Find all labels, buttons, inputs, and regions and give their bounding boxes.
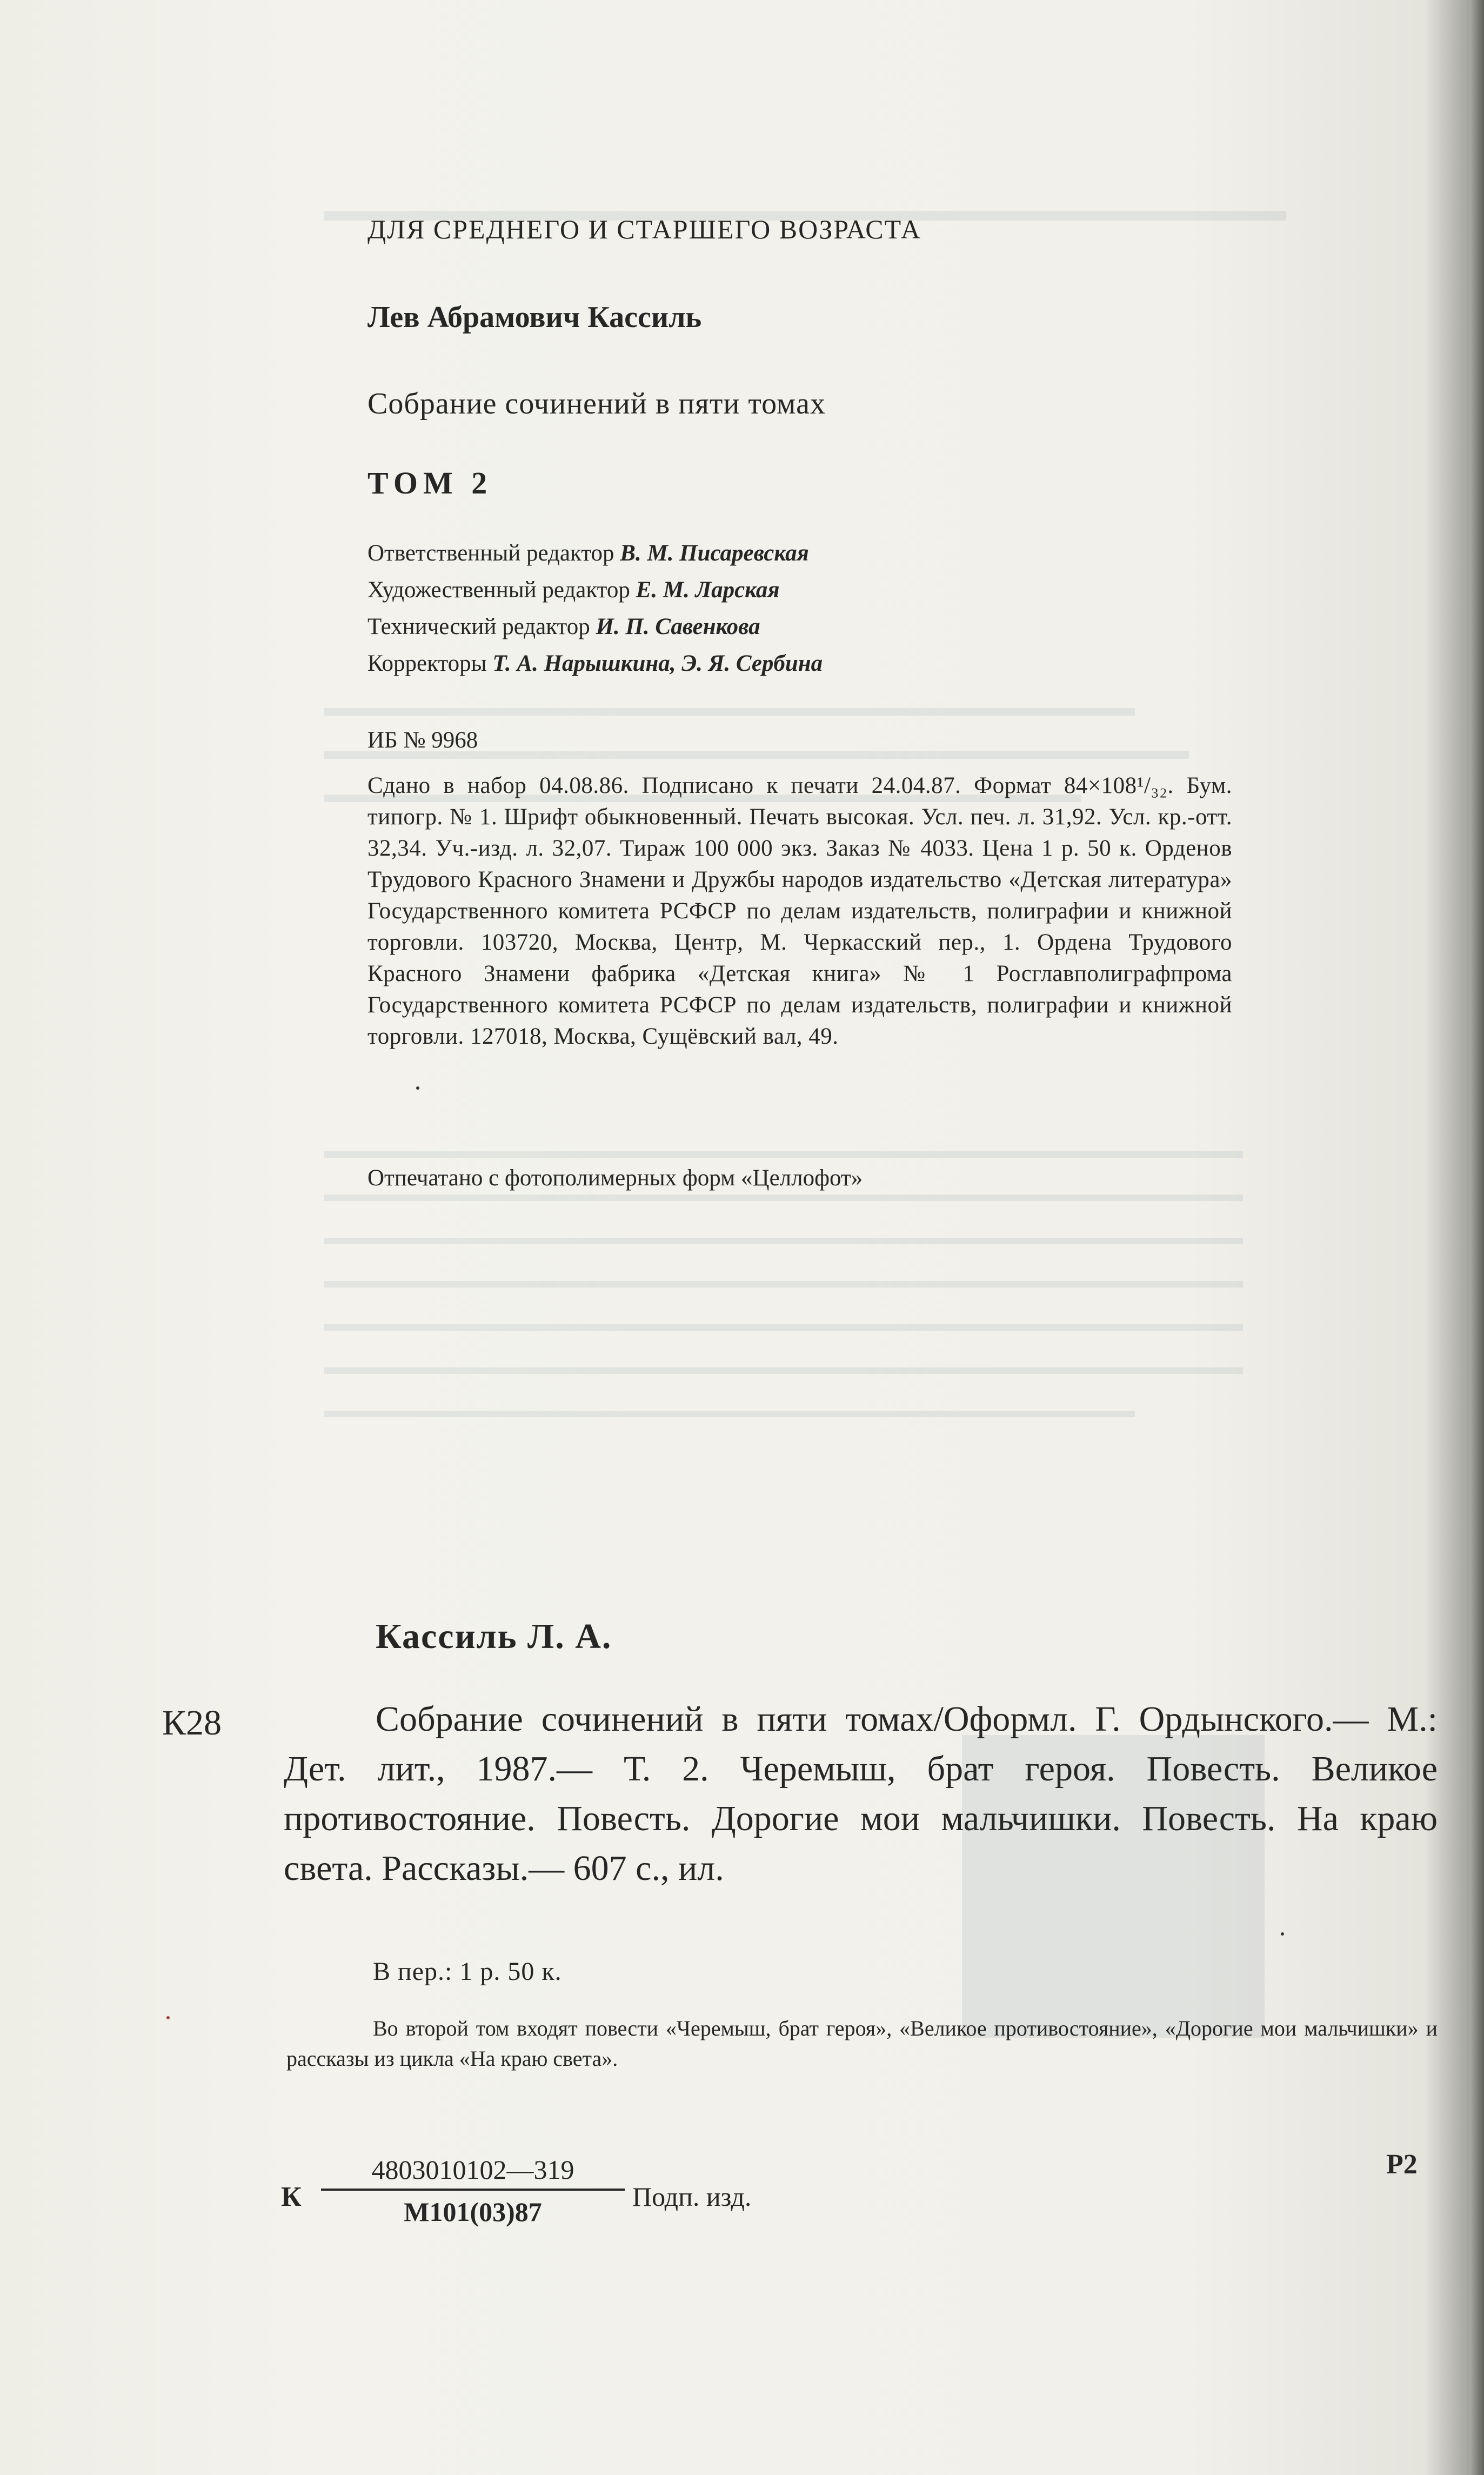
index-letter: К xyxy=(281,2182,302,2212)
credits-block xyxy=(367,535,1243,682)
audience-label: ДЛЯ СРЕДНЕГО И СТАРШЕГО ВОЗРАСТА xyxy=(367,214,921,244)
imprint-details: Сдано в набор 04.08.86. Подписано к печати 24.04.87. Формат 84×108¹/₃₂. Бум. типогр. № 1. Шрифт обыкновенный. Печать высокая. Усл. печ. л. 31,92. Усл. кр.-отт. 32,34. Уч.-изд. л. 32,07. Тираж 100 000 экз. Заказ № 4033. Цена 1 р. 50 к. Орденов Трудового Красного Знамени и Дружбы народов издательство «Детская литература» Государственного комитета РСФСР по делам издательств, полиграфии и книжной торговли. 103720, Москва, Центр, М. Черкасский пер., 1. Ордена Трудового Красного Знамени фабрика «Детская книга» № 1 Росглавполиграфпрома Государственного комитета РСФСР по делам издательств, полиграфии и книжной торговли. 127018, Москва, Сущёвский вал, 49. xyxy=(367,773,1232,1049)
page-edge-shadow xyxy=(1470,0,1484,2475)
credit-name: В. М. Писаревская xyxy=(620,541,809,566)
catalog-description xyxy=(284,1695,1438,1893)
catalog-author: Кассиль Л. А. xyxy=(376,1617,612,1656)
index-denominator: М101(03)87 xyxy=(404,2197,542,2227)
credit-line xyxy=(367,535,1243,572)
subscription-note: Подп. изд. xyxy=(632,2182,752,2212)
credit-role: Корректоры xyxy=(367,651,487,676)
catalog-price: В пер.: 1 р. 50 к. xyxy=(373,1957,562,1986)
catalog-code: К28 xyxy=(162,1703,222,1743)
credit-line xyxy=(367,609,1243,645)
index-fraction xyxy=(319,2154,627,2227)
credit-role: Художественный редактор xyxy=(367,577,630,603)
credit-name: Т. А. Нарышкина, Э. Я. Сербина xyxy=(492,651,823,676)
credit-role: Технический редактор xyxy=(367,614,590,639)
credit-line xyxy=(367,645,1243,682)
series-title: Собрание сочинений в пяти томах xyxy=(367,387,826,421)
credit-name: И. П. Савенкова xyxy=(596,614,760,639)
index-numerator: 4803010102—319 xyxy=(371,2154,574,2185)
print-speck xyxy=(416,1086,419,1090)
print-speck xyxy=(166,2016,170,2019)
catalog-annotation: Во второй том входят повести «Черемыш, брат героя», «Великое противостояние», «Дорогие мои мальчишки» и рассказы из цикла «На краю света». xyxy=(286,2016,1438,2071)
catalog-description-text: Собрание сочинений в пяти томах/Оформл. Г. Ордынского.— М.: Дет. лит., 1987.— Т. 2. Черемыш, брат героя. Повесть. Великое противостояние. Повесть. Дорогие мои мальчишки. Повесть. На краю света. Рассказы.— 607 с., ил. xyxy=(284,1699,1438,1888)
credit-role: Ответственный редактор xyxy=(367,541,614,566)
classifier-code: Р2 xyxy=(1386,2149,1418,2180)
credit-name: Е. М. Ларская xyxy=(636,577,780,603)
print-speck xyxy=(1281,1932,1284,1936)
printed-by-note: Отпечатано с фотополимерных форм «Целлофот» xyxy=(367,1165,863,1191)
ib-number: ИБ № 9968 xyxy=(367,728,478,753)
author-full-name: Лев Абрамович Кассиль xyxy=(367,301,702,334)
volume-number: ТОМ 2 xyxy=(367,465,493,501)
credit-line xyxy=(367,572,1243,609)
